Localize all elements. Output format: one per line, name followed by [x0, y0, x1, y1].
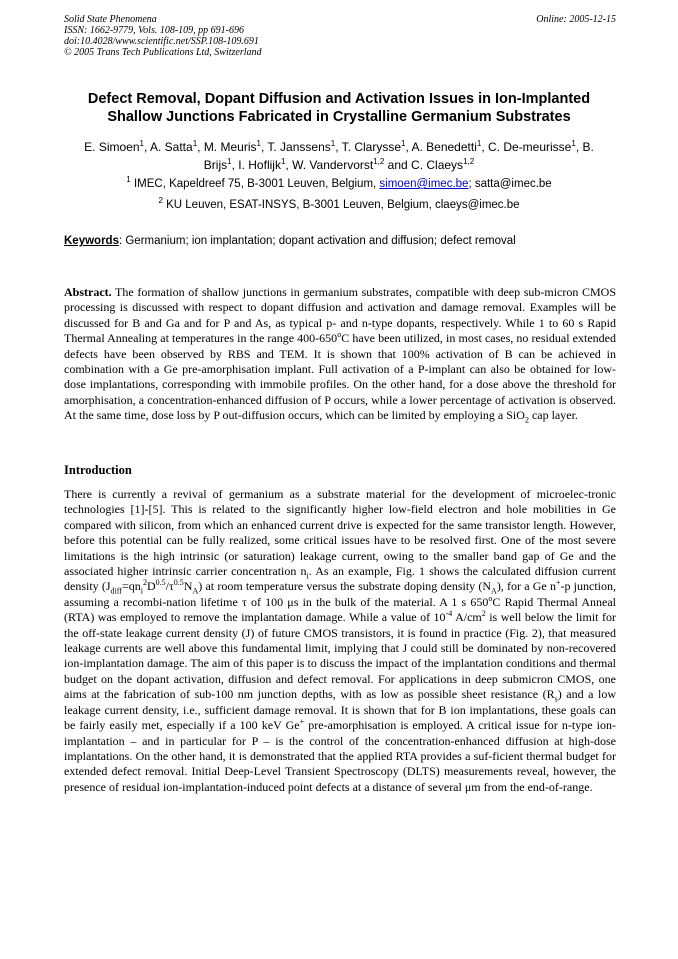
- affiliation-2: $^2$ KU Leuven, ESAT-INSYS, B-3001 Leuven, Belgium, claeys@imec.be: [158, 196, 520, 211]
- email-link[interactable]: simoen@imec.be: [379, 178, 469, 190]
- keywords: Keywords: Germanium; ion implantation; dopant activation and diffusion; defect removal: [64, 235, 516, 247]
- author: M. Meuris$^1$: [203, 139, 261, 154]
- issn-line: ISSN: 1662-9779, Vols. 108-109, pp 691-696: [64, 25, 244, 36]
- paper-title: [48, 90, 630, 126]
- abstract-label: Abstract.: [64, 285, 112, 299]
- journal-header: [64, 14, 616, 58]
- author: A. Benedetti$^1$: [411, 139, 482, 154]
- journal-name: Solid State Phenomena: [64, 14, 157, 25]
- doi-line: doi:10.4028/www.scientific.net/SSP.108-109.691: [64, 36, 259, 47]
- keywords-text: Germanium; ion implantation; dopant activation and diffusion; defect removal: [122, 235, 516, 247]
- author: B. Brijs$^1$: [203, 140, 594, 172]
- copyright-line: © 2005 Trans Tech Publications Ltd, Switzerland: [64, 47, 262, 58]
- section-heading-introduction: Introduction: [64, 463, 132, 477]
- affiliation-1: $^1$ IMEC, Kapeldreef 75, B-3001 Leuven, Belgium, simoen@imec.be; satta@imec.be: [126, 175, 552, 190]
- keywords-label: Keywords: [64, 235, 119, 247]
- online-date: Online: 2005-12-15: [536, 14, 616, 25]
- author: T. Clarysse$^1$: [341, 139, 406, 154]
- introduction-paragraph: There is currently a revival of germanium as a substrate material for the development of microelec-tronic technologies [1]-[5]. This is related to the significantly higher low-field electron and hole mobilities in Ge compared with silicon, from which an enhanced current drive is expected for the same transistor length. However, before this potential can be fully realized, some critical issues have to be resolved first. One of the most severe limitations is the high intrinsic (or saturation) leakage current, owing to the smaller band gap of Ge and the associated higher intrinsic carrier concentration $n_i$. As an example, Fig. 1 shows the calculated diffusion current density $(J_{diff}=qn_i^2D^{0.5}/\tau^{0.5}N_A)$ at room temperature versus the substrate doping density $(N_A)$, for a Ge n+-p junction, assuming a recombi-nation lifetime τ of 100 μs in the bulk of the material. A 1 s 650$^o$C Rapid Thermal Anneal (RTA) was employed to remove the implantation damage. While a value of $10^{-4}$ $A/cm^2$ is well below the limit for the off-state leakage current density (J) of future CMOS transistors, it is found in practice (Fig. 2), that measured leakage currents are well above this fundamental limit, implying that J could still be dominated by non-recovered ion-implantation damage. The aim of this paper is to discuss the impact of the implantation conditions and thermal budget on the dopant activation, diffusion and defect removal. For applications in deep submicron CMOS, one aims at the fabrication of sub-100 nm junction depths, with as low as possible sheet resistance $(R_s)$ and a low leakage current density, i.e., sufficient damage removal. It is shown that for B ion implantations, these goals can be fairly easily met, especially if a 100 keV Ge+ pre-amorphisation is employed. A critical issue for n-type ion-implantation – and in particular for P – is the control of the concentration-enhanced diffusion at high-dose implantations. On the other hand, it is demonstrated that the applied RTA provides a suf-ficient thermal budget for extended defect removal. Initial Deep-Level Transient Spectroscopy (DLTS) measurements reveal, however, the presence of residual ion-implantation-induced point defects at a distance of several μm from the end-of-range.: [64, 487, 617, 794]
- author: C. De-meurisse$^1$: [488, 139, 576, 154]
- author-list: E. Simoen$^1$, A. Satta$^1$, M. Meuris$^1$, T. Janssens$^1$, T. Clarysse$^1$, A. Benedetti$^1$, C. De-meurisse$^1$, B. Brijs$^1$, I. Hoflijk$^1$, W. Vandervorst$^{1,2}$ and C. Claeys$^{1,2}$: [84, 139, 594, 172]
- author: T. Janssens$^1$: [267, 139, 336, 154]
- title-line-2: Shallow Junctions Fabricated in Crystalline Germanium Substrates: [107, 109, 571, 125]
- author: W. Vandervorst$^{1,2}$: [292, 157, 385, 172]
- author: E. Simoen$^1$: [84, 139, 144, 154]
- abstract: Abstract. The formation of shallow junctions in germanium substrates, compatible with deep sub-micron CMOS processing is discussed with respect to dopant diffusion and activation and damage removal. Examples will be discussed for B and Ga and for P and As, as typical p- and n-type dopants, respectively. While 1 to 60 s Rapid Thermal Annealing at temperatures in the range 400-650$^o$C have been utilized, in most cases, no residual extended defects have been observed by RBS and TEM. It is shown that 100% activation of B can be achieved in combination with a Ge pre-amorphisation implant. Full activation of a P-implant can also be obtained for low-dose implantations, corresponding with immobile profiles. On the other hand, for a dose above the threshold for amorphisation, a concentration-enhanced diffusion of P occurs, while a lower percentage of activation is observed. At the same time, dose loss by P out-diffusion occurs, which can be limited by employing a SiO$_2$ cap layer.: [64, 285, 616, 425]
- author: I. Hoflijk$^1$: [238, 157, 286, 172]
- author: A. Satta$^1$: [149, 139, 198, 154]
- title-line-1: Defect Removal, Dopant Diffusion and Activation Issues in Ion-Implanted: [87, 91, 591, 107]
- author: C. Claeys$^{1,2}$: [411, 157, 475, 172]
